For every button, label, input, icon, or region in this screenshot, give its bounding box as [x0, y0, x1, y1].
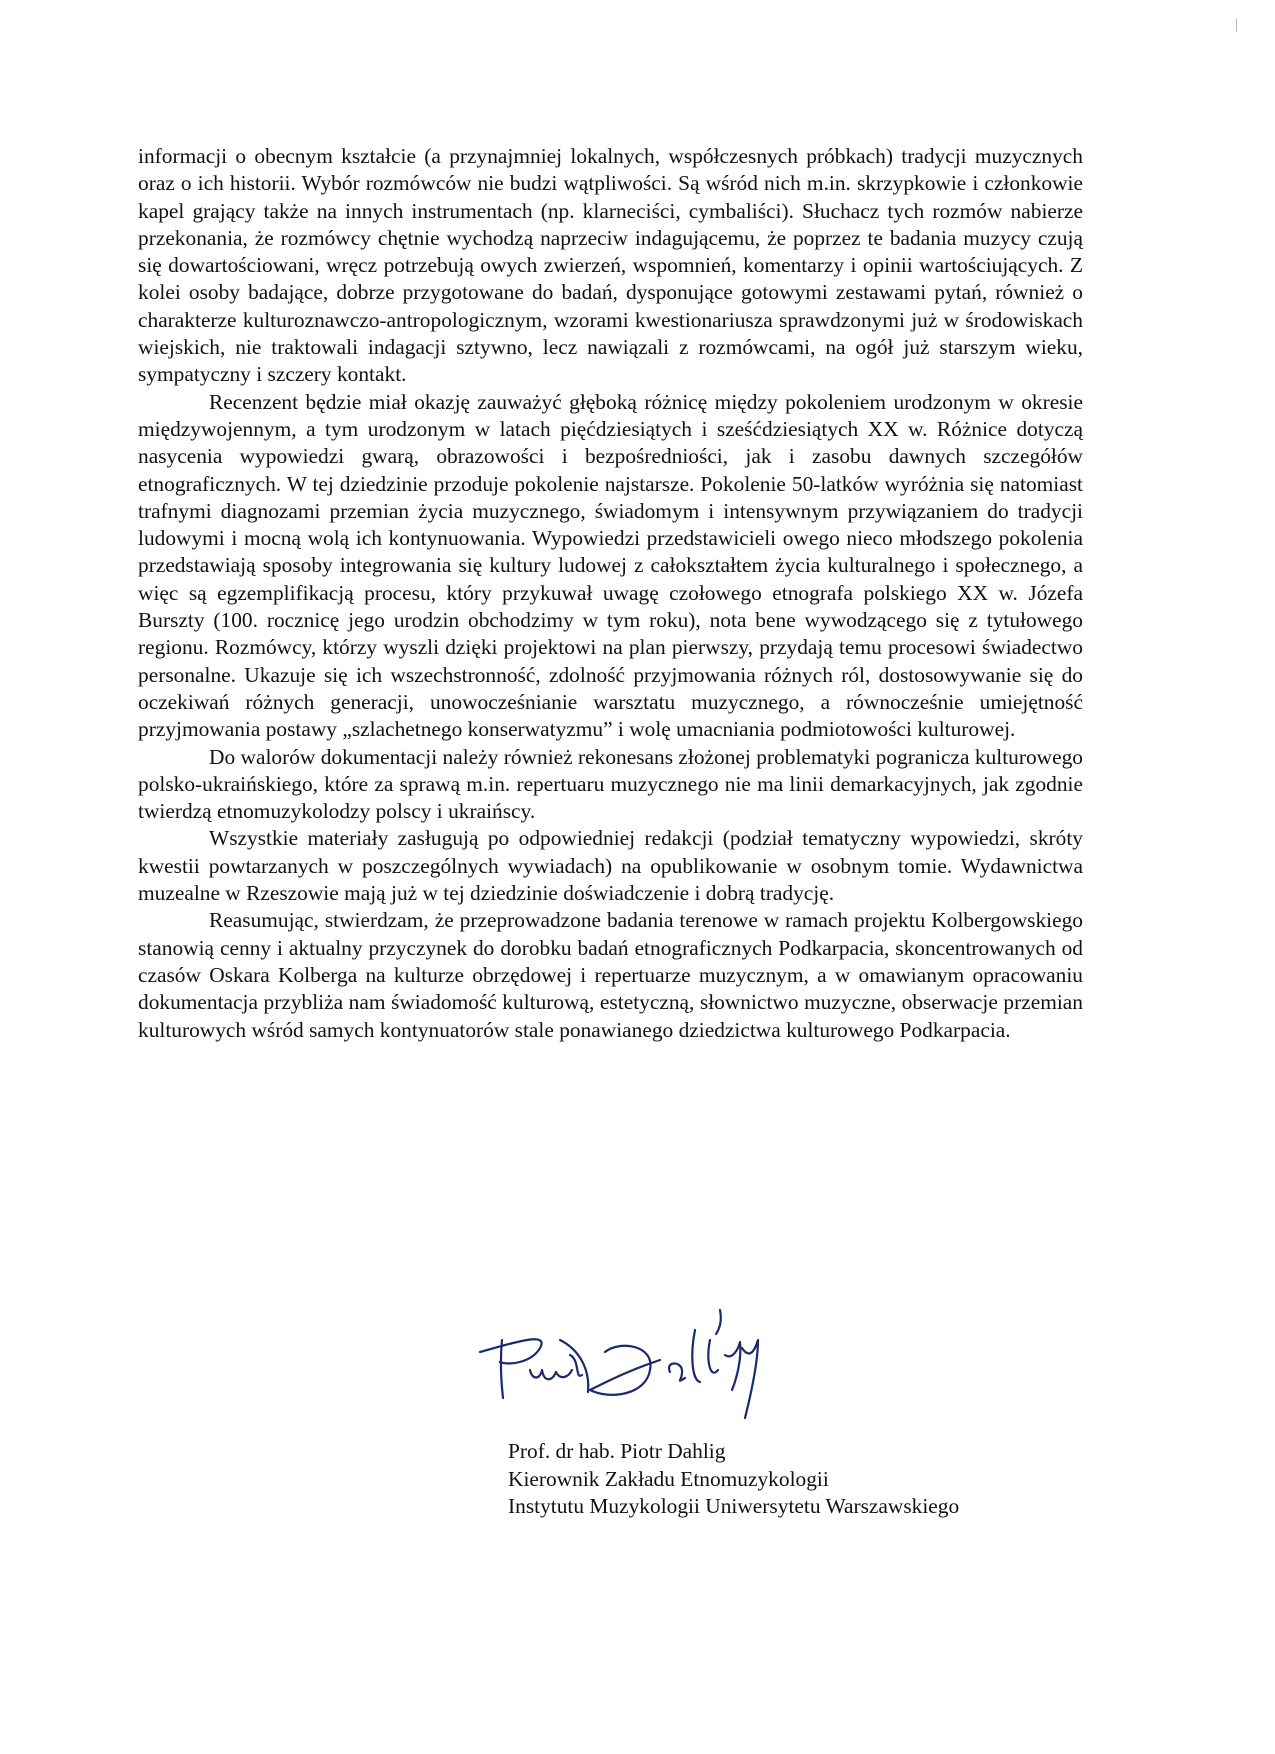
paragraph-5: Reasumując, stwierdzam, że przeprowadzone badania terenowe w ramach projektu Kolbergowskiego stanowią cenny i aktualny przyczynek do dorobku badań etnograficznych Podkarpacia, skoncentrowanych od czasów Oskara Kolberga na kulturze obrzędowej i repertuarze muzycznym, a w omawianym opracowaniu dokumentacja przybliża nam świadomość kulturową, estetyczną, słownictwo muzyczne, obserwacje przemian kulturowych wśród samych kontynuatorów stale ponawianego dziedzictwa kulturowego Podkarpacia. [138, 908, 1083, 1042]
paragraph-1: informacji o obecnym kształcie (a przynajmniej lokalnych, współczesnych próbkach) tradycji muzycznych oraz o ich historii. Wybór rozmówców nie budzi wątpliwości. Są wśród nich m.in. skrzypkowie i członkowie kapel grający także na innych instrumentach (np. klarneciści, cymbaliści). Słuchacz tych rozmów nabierze przekonania, że rozmówcy chętnie wychodzą naprzeciw indagującemu, że poprzez te badania muzycy czują się dowartościowani, wręcz potrzebują owych zwierzeń, wspomnień, komentarzy i opinii wartościujących. Z kolei osoby badające, dobrze przygotowane do badań, dysponujące gotowymi zestawami pytań, również o charakterze kulturoznawczo-antropologicznym, wzorami kwestionariusza sprawdzonymi już w środowiskach wiejskich, nie traktowali indagacji sztywno, lecz nawiązali z rozmówcami, na ogół już starszym wieku, sympatyczny i szczery kontakt. [138, 144, 1083, 387]
scan-edge-mark [1236, 18, 1237, 32]
paragraph-2: Recenzent będzie miał okazję zauważyć głęboką różnicę między pokoleniem urodzonym w okresie międzywojennym, a tym urodzonym w latach pięćdziesiątych i sześćdziesiątych XX w. Różnice dotyczą nasycenia wypowiedzi gwarą, obrazowości i bezpośredniości, jak i zasobu dawnych szczegółów etnograficznych. W tej dziedzinie przoduje pokolenie najstarsze. Pokolenie 50-latków wyróżnia się natomiast trafnymi diagnozami przemian życia muzycznego, świadomym i intensywnym przywiązaniem do tradycji ludowymi i mocną wolą ich kontynuowania. Wypowiedzi przedstawicieli owego nieco młodszego pokolenia przedstawiają sposoby integrowania się kultury ludowej z całokształtem życia kulturalnego i społecznego, a więc są egzemplifikacją procesu, który przykuwał uwagę czołowego etnografa polskiego XX w. Józefa Burszty (100. rocznicę jego urodzin obchodzimy w tym roku), nota bene wywodzącego się z tytułowego regionu. Rozmówcy, którzy wyszli dzięki projektowi na plan pierwszy, przydają temu procesowi świadectwo personalne. Ukazuje się ich wszechstronność, zdolność przyjmowania różnych ról, dostosowywanie się do oczekiwań różnych generacji, unowocześnianie warsztatu muzycznego, a równocześnie umiejętność przyjmowania postawy „szlachetnego konserwatyzmu” i wolę umacniania podmiotowości kulturowej. [138, 389, 1083, 742]
paragraph-3: Do walorów dokumentacji należy również rekonesans złożonej problematyki pogranicza kulturowego polsko-ukraińskiego, które za sprawą m.in. repertuaru muzycznego nie ma linii demarkacyjnych, jak zgodnie twierdzą etnomuzykolodzy polscy i ukraińscy. [138, 744, 1083, 824]
signatory-institution: Instytutu Muzykologii Uniwersytetu Warszawskiego [508, 1494, 960, 1518]
handwritten-signature [470, 1300, 820, 1430]
paragraph-4: Wszystkie materiały zasługują po odpowiedniej redakcji (podział tematyczny wypowiedzi, skróty kwestii powtarzanych w poszczególnych wywiadach) na opublikowanie w osobnym tomie. Wydawnictwa muzealne w Rzeszowie mają już w tej dziedzinie doświadczenie i dobrą tradycję. [138, 826, 1083, 906]
signatory-name: Prof. dr hab. Piotr Dahlig [508, 1439, 726, 1463]
letter-body [138, 143, 1083, 1044]
signatory-position: Kierownik Zakładu Etnomuzykologii [508, 1466, 829, 1491]
signature-block [508, 1438, 959, 1521]
